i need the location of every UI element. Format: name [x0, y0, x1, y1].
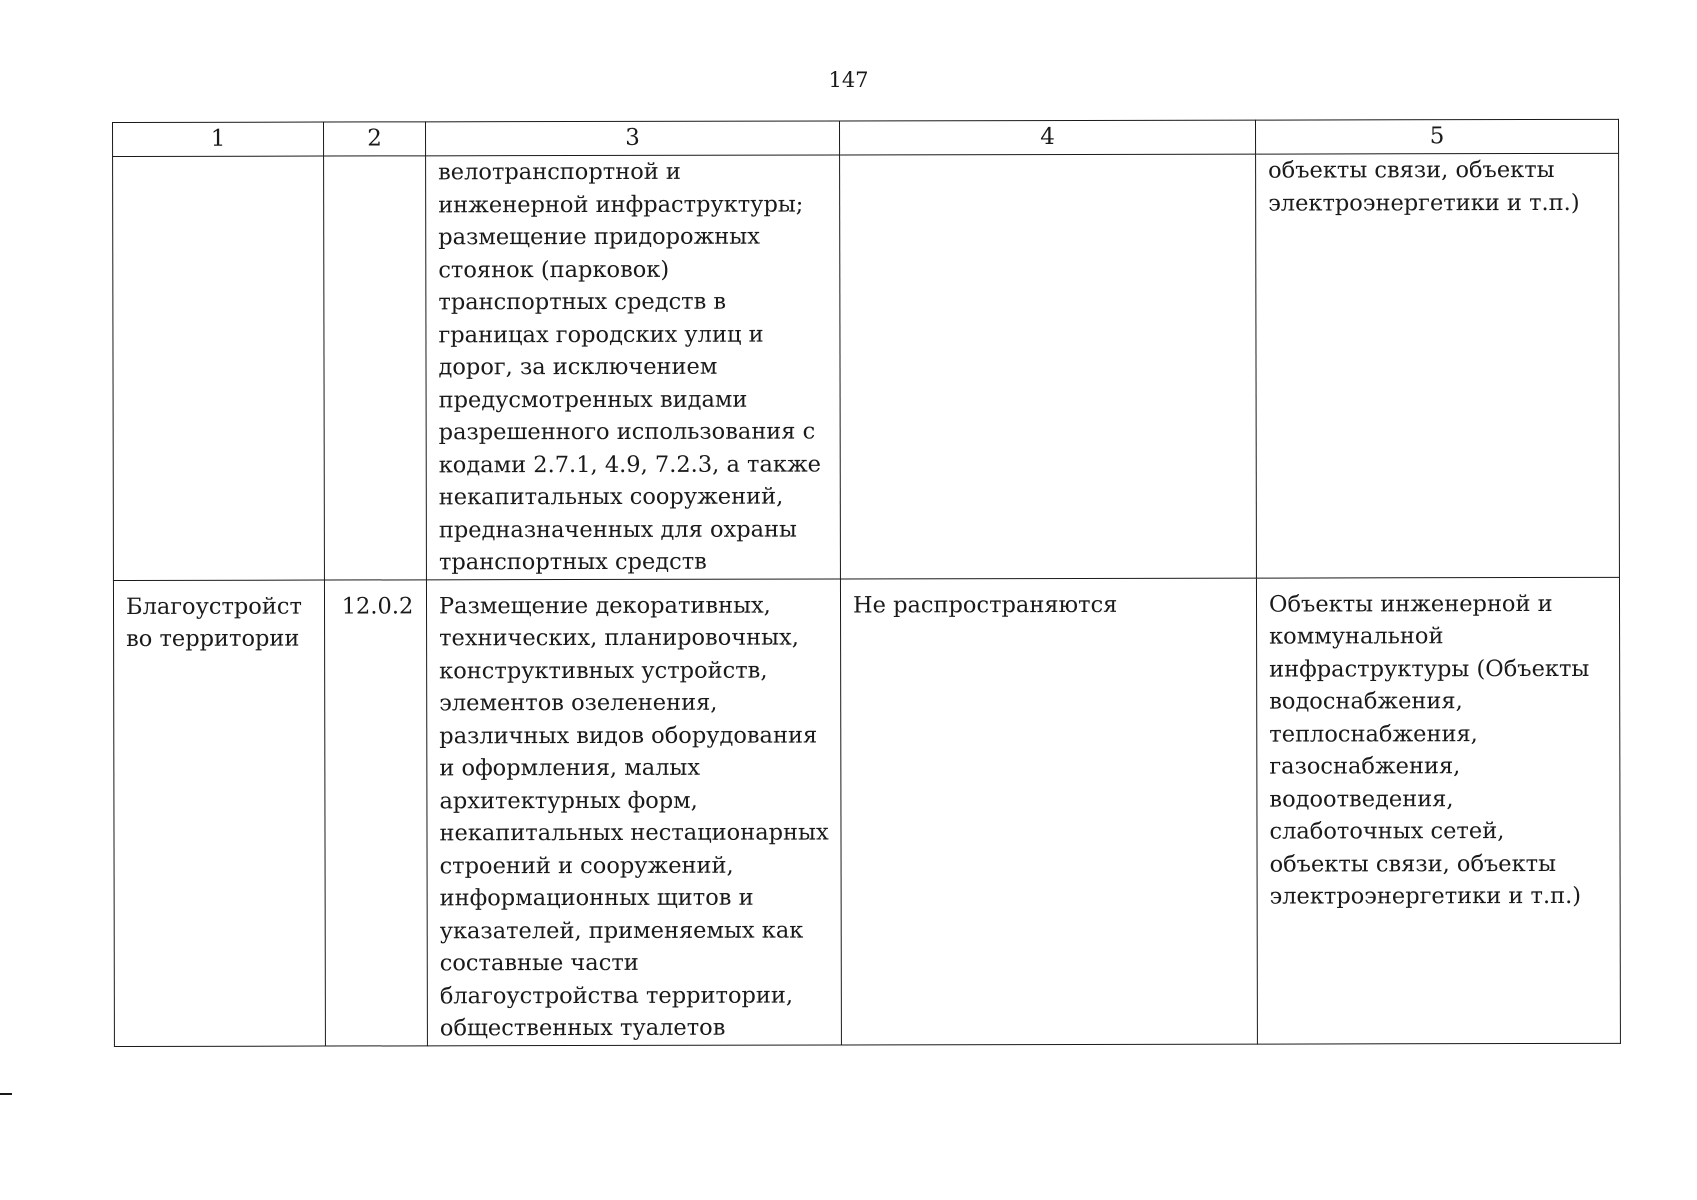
table-cell-parameters	[840, 154, 1257, 578]
table-cell-parameters: Не распространяются	[840, 578, 1257, 1045]
header-col-1: 1	[113, 122, 324, 156]
margin-mark	[0, 1093, 12, 1095]
table-row	[113, 577, 1620, 1046]
header-col-4: 4	[839, 120, 1255, 155]
table-cell-description: велотранспортной и инженерной инфраструктуры; размещение придорожных стоянок (парковок) транспортных средств в границах городских улиц и дорог, за исключением предусмотренных видами разрешенного использования с кодами 2.7.1, 4.9, 7.2.3, а также некапитальных сооружений, предназначенных для охраны транспортных средств	[426, 155, 841, 579]
header-col-3: 3	[426, 121, 840, 156]
header-col-2: 2	[324, 122, 426, 156]
table-cell-use-name: Благоустройст во территории	[113, 580, 325, 1046]
table-cell-code	[324, 156, 427, 580]
table-row	[113, 153, 1620, 580]
table-cell-objects: Объекты инженерной и коммунальной инфраструктуры (Объекты водоснабжения, теплоснабжения, газоснабжения, водоотведения, слаботочных сетей, объекты связи, объекты электроэнергетики и т.п.)	[1256, 577, 1620, 1044]
land-use-table	[112, 119, 1621, 1047]
table-cell-objects: объекты связи, объекты электроэнергетики и т.п.)	[1256, 153, 1620, 577]
table-cell-code: 12.0.2	[324, 579, 427, 1045]
header-row	[113, 119, 1619, 156]
table-cell-description: Размещение декоративных, технических, планировочных, конструктивных устройств, элементов озеленения, различных видов оборудования и оформления, малых архитектурных форм, некапитальных нестационарных строений и сооружений, информационных щитов и указателей, применяемых как составные части благоустройства территории, общественных туалетов	[426, 578, 841, 1045]
page-number: 147	[828, 68, 869, 92]
header-col-5: 5	[1255, 119, 1618, 154]
table-cell-use-name	[113, 156, 325, 580]
